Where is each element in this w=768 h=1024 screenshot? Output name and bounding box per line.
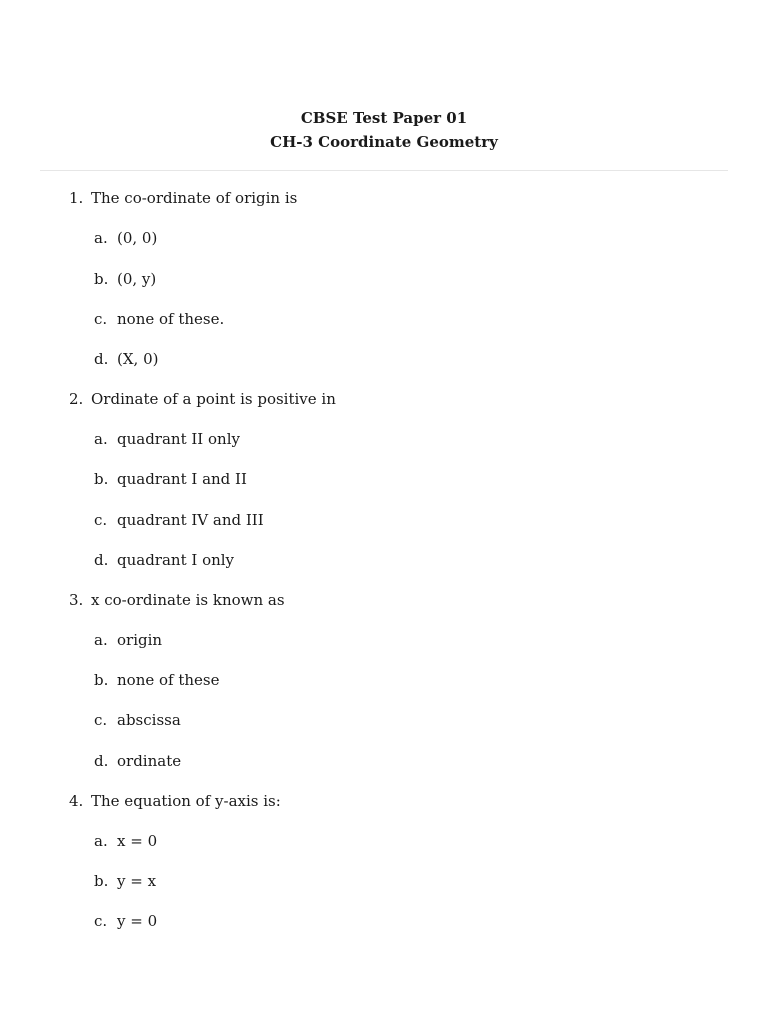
option-2c: [94, 510, 264, 530]
option-letter: a.: [94, 229, 108, 247]
option-text: abscissa: [117, 711, 181, 729]
option-text: y = 0: [117, 912, 158, 930]
option-text: quadrant II only: [117, 430, 240, 448]
option-1c: [94, 309, 224, 329]
question-text: The equation of y-axis is:: [91, 792, 281, 810]
option-text: quadrant I and II: [117, 470, 247, 488]
option-1b: [94, 269, 156, 289]
option-3c: [94, 710, 181, 730]
question-4: [69, 791, 281, 811]
option-letter: c.: [94, 912, 108, 930]
option-text: (0, 0): [117, 229, 158, 247]
option-text: none of these.: [117, 310, 225, 328]
question-3: [69, 590, 285, 610]
question-number: 2.: [69, 390, 84, 408]
option-letter: c.: [94, 711, 108, 729]
option-letter: a.: [94, 631, 108, 649]
option-text: (0, y): [117, 270, 157, 288]
question-number: 3.: [69, 591, 84, 609]
option-letter: b.: [94, 270, 109, 288]
option-letter: a.: [94, 832, 108, 850]
option-text: origin: [117, 631, 163, 649]
option-text: quadrant I only: [117, 551, 235, 569]
chapter-title: CH-3 Coordinate Geometry: [270, 133, 498, 151]
header-divider: [40, 170, 728, 171]
paper-title: CBSE Test Paper 01: [300, 109, 468, 127]
question-text: Ordinate of a point is positive in: [91, 390, 336, 408]
option-letter: d.: [94, 551, 109, 569]
option-text: quadrant IV and III: [117, 511, 264, 529]
option-1a: [94, 228, 157, 248]
option-text: (X, 0): [117, 350, 159, 368]
option-4b: [94, 871, 156, 891]
option-letter: b.: [94, 671, 109, 689]
question-1: [69, 188, 297, 208]
option-3a: [94, 630, 162, 650]
option-2a: [94, 429, 240, 449]
option-text: y = x: [117, 872, 157, 890]
option-letter: b.: [94, 872, 109, 890]
question-2: [69, 389, 336, 409]
option-text: none of these: [117, 671, 220, 689]
option-2d: [94, 550, 234, 570]
option-letter: c.: [94, 511, 108, 529]
option-letter: a.: [94, 430, 108, 448]
page-header: [0, 106, 768, 154]
option-4a: [94, 831, 157, 851]
question-number: 4.: [69, 792, 84, 810]
question-number: 1.: [69, 189, 84, 207]
option-letter: d.: [94, 350, 109, 368]
option-text: ordinate: [117, 752, 182, 770]
option-letter: b.: [94, 470, 109, 488]
question-text: The co-ordinate of origin is: [91, 189, 298, 207]
question-text: x co-ordinate is known as: [91, 591, 285, 609]
option-text: x = 0: [117, 832, 158, 850]
option-1d: [94, 349, 158, 369]
option-4c: [94, 911, 157, 931]
option-2b: [94, 469, 247, 489]
option-letter: d.: [94, 752, 109, 770]
option-3d: [94, 751, 181, 771]
option-letter: c.: [94, 310, 108, 328]
option-3b: [94, 670, 220, 690]
